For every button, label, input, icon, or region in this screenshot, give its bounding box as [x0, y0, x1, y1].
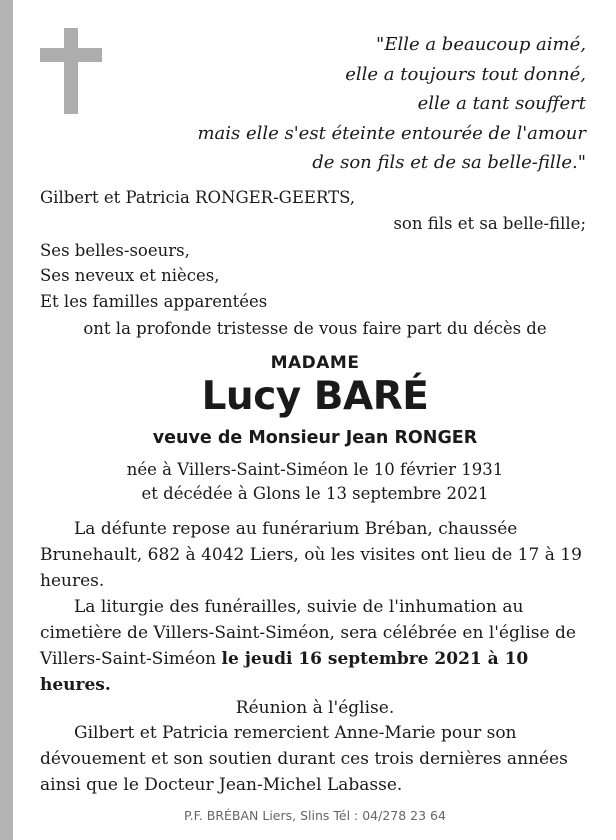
quote-line: "Elle a beaucoup aimé,	[376, 34, 586, 55]
family-relation: son fils et sa belle-fille;	[393, 214, 586, 233]
quote-line: elle a toujours tout donné,	[345, 63, 586, 85]
widow-of: veuve de Monsieur Jean RONGER	[152, 428, 478, 448]
reunion-notice: Réunion à l'église.	[235, 698, 395, 718]
epitaph-quote	[197, 30, 586, 178]
quote-line: elle a tant souffert	[417, 93, 586, 114]
thanks-paragraph: Gilbert et Patricia remercient Anne-Marie pour son dévouement et son soutien durant ces trois dernières années ainsi que le Docteur Jean-Michel Labasse.	[40, 723, 568, 795]
announcement: ont la profonde tristesse de vous faire part du décès de	[83, 319, 547, 338]
deceased-title: MADAME	[270, 353, 360, 373]
liturgy-intro: La liturgie des funérailles, suivie de l'inhumation au cimetière de Villers-Saint-Siméon, sera célébrée en l'église de Villers-Saint-Siméon	[40, 597, 576, 669]
repose-paragraph: La défunte repose au funérarium Bréban, chaussée Brunehault, 682 à 4042 Liers, où les visites ont lieu de 17 à 19 heures.	[40, 519, 582, 591]
quote-line: de son fils et de sa belle-fille."	[312, 152, 586, 173]
liturgy-paragraph	[40, 594, 596, 698]
latin-cross-icon	[40, 28, 102, 114]
family-names: Gilbert et Patricia RONGER-GEERTS,	[40, 188, 356, 207]
birth-death-info	[0, 458, 616, 506]
familles-apparentees: Et les familles apparentées	[40, 292, 268, 311]
deceased-name: Lucy BARÉ	[201, 374, 429, 419]
cross-horizontal-beam	[40, 48, 102, 62]
liturgy-date: le jeudi 16 septembre 2021 à 10 heures.	[40, 649, 529, 695]
neveux-nieces: Ses neveux et nièces,	[40, 266, 220, 285]
quote-line: mais elle s'est éteinte entourée de l'amour	[197, 122, 586, 144]
birth-line: née à Villers-Saint-Siméon le 10 février 1931	[126, 460, 504, 479]
death-line: et décédée à Glons le 13 septembre 2021	[141, 484, 489, 503]
belles-soeurs: Ses belles-soeurs,	[40, 241, 190, 260]
funeral-home-footer: P.F. BRÉBAN Liers, Slins Tél : 04/278 23 64	[184, 808, 446, 823]
cross-vertical-beam	[64, 28, 78, 114]
